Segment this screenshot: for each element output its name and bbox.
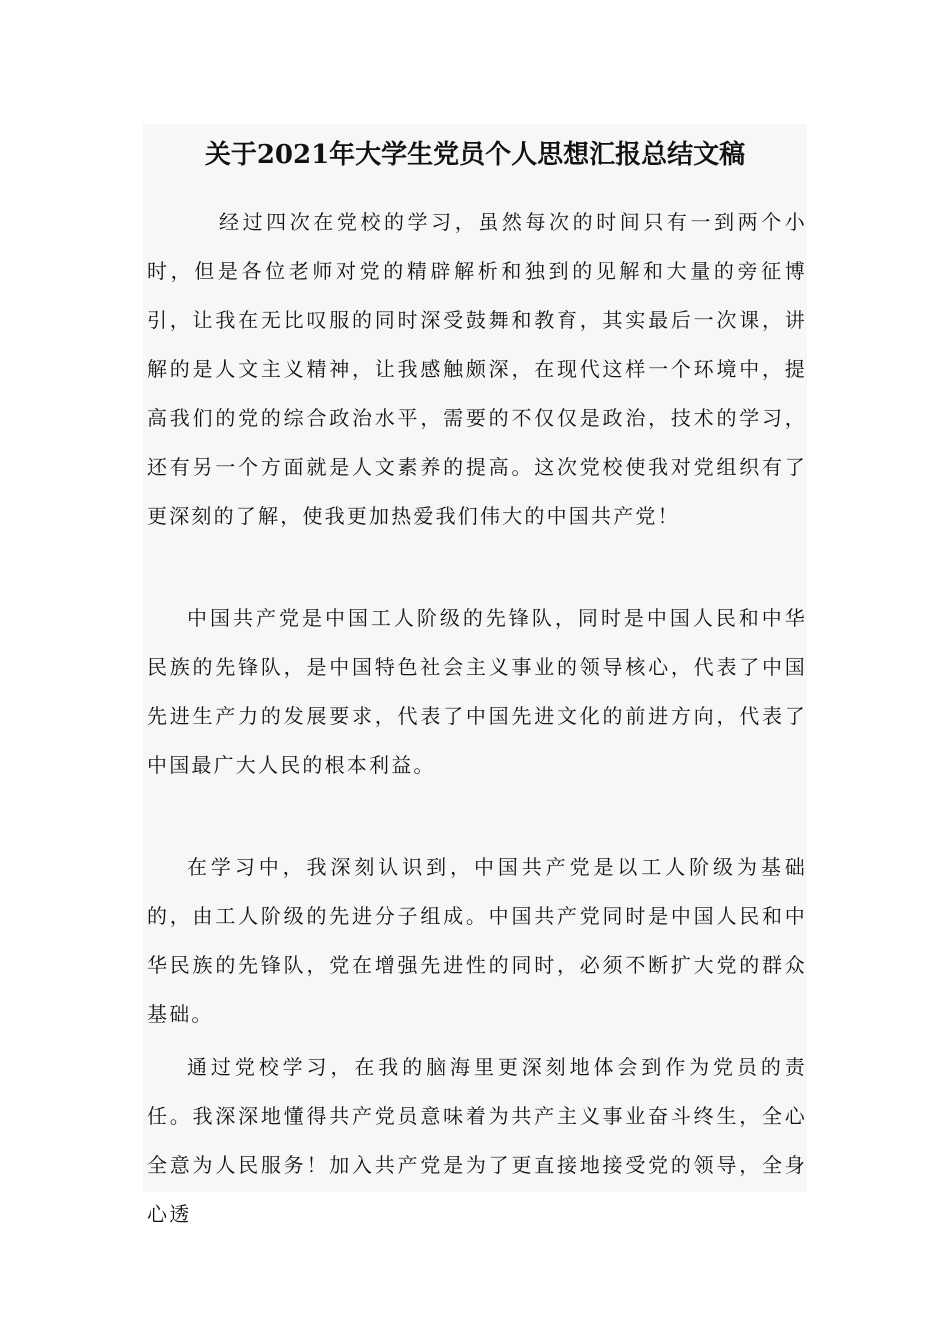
paragraph-3: 在学习中，我深刻认识到，中国共产党是以工人阶级为基础的，由工人阶级的先进分子组成。中国共产党同时是中国人民和中华民族的先锋队，党在增强先进性的同时，必须不断扩大党的群众基础。 bbox=[147, 855, 807, 1026]
document-title: 关于2021年大学生党员个人思想汇报总结文稿 bbox=[204, 140, 746, 170]
paragraph-4: 通过党校学习，在我的脑海里更深刻地体会到作为党员的责任。我深深地懂得共产党员意味着为共产主义事业奋斗终生，全心全意为人民服务！加入共产党是为了更直接地接受党的领导，全身心透 bbox=[147, 1055, 807, 1226]
paragraph-2: 中国共产党是中国工人阶级的先锋队，同时是中国人民和中华民族的先锋队，是中国特色社会主义事业的领导核心，代表了中国先进生产力的发展要求，代表了中国先进文化的前进方向，代表了中国最广大人民的根本利益。 bbox=[147, 606, 807, 777]
document-page bbox=[143, 124, 807, 1226]
paragraph-1: 经过四次在党校的学习，虽然每次的时间只有一到两个小时，但是各位老师对党的精辟解析和独到的见解和大量的旁征博引，让我在无比叹服的同时深受鼓舞和教育，其实最后一次课，讲解的是人文主义精神，让我感触颇深，在现代这样一个环境中，提高我们的党的综合政治水平，需要的不仅仅是政治，技术的学习，还有另一个方面就是人文素养的提高。这次党校使我对党组织有了更深刻的了解，使我更加热爱我们伟大的中国共产党！ bbox=[147, 210, 807, 528]
